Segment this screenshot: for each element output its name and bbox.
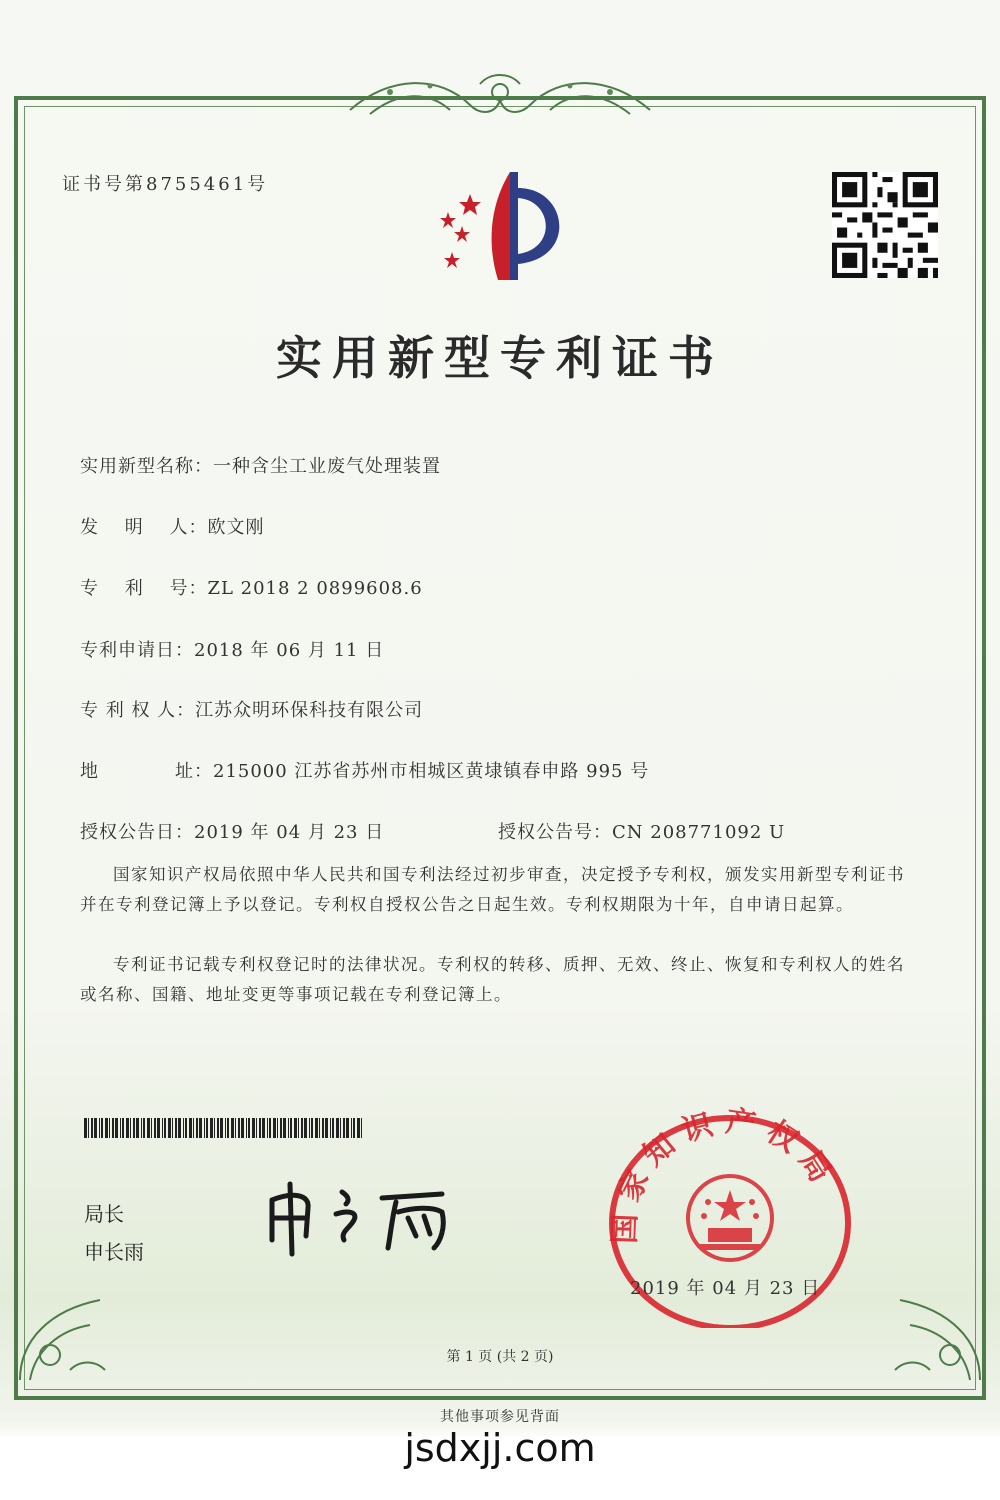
field-label: 专 利 号： <box>80 578 208 599</box>
field-value: CN 208771092 U <box>612 822 786 843</box>
page-number: 第 1 页 (共 2 页) <box>446 1349 554 1365</box>
svg-text:国家知识产权局 <box>607 1104 843 1244</box>
field-value: 2018 年 06 月 11 日 <box>194 640 385 661</box>
field-label: 发 明 人： <box>80 517 208 538</box>
field-label: 授权公告号： <box>498 822 612 843</box>
patent-office-emblem-icon <box>418 168 588 288</box>
field-grant-date <box>80 818 384 844</box>
field-value: 江苏众明环保科技有限公司 <box>195 700 424 721</box>
seal-text: 国家知识产权局 <box>607 1103 844 1245</box>
field-utility-model-name <box>80 452 441 478</box>
field-label: 实用新型名称： <box>80 456 213 477</box>
field-grant-number <box>498 818 785 844</box>
field-patent-number <box>80 574 423 600</box>
field-value: 欧文刚 <box>207 517 265 538</box>
field-address <box>80 757 649 783</box>
ornament-corner-left-icon <box>10 1270 120 1390</box>
field-value: 2019 年 04 月 23 日 <box>194 822 385 843</box>
ornament-top-icon <box>330 70 670 130</box>
director-title: 局长 <box>84 1202 124 1226</box>
field-label: 专 利 权 人： <box>80 700 196 721</box>
signature-icon <box>262 1178 502 1258</box>
field-label: 专利申请日： <box>80 640 194 661</box>
field-value: 215000 江苏省苏州市相城区黄埭镇春申路 995 号 <box>213 761 650 782</box>
field-value: ZL 2018 2 0899608.6 <box>207 578 423 599</box>
field-filing-date <box>80 636 384 662</box>
field-value: 一种含尘工业废气处理装置 <box>213 456 441 477</box>
ornament-corner-right-icon <box>880 1270 990 1390</box>
director-name: 申长雨 <box>84 1240 144 1264</box>
watermark-text: jsdxjj.com <box>404 1426 596 1470</box>
certificate-number: 证书号第8755461号 <box>62 174 269 195</box>
barcode-icon <box>84 1118 366 1138</box>
field-patentee <box>80 696 423 722</box>
body-paragraph-2: 专利证书记载专利权登记时的法律状况。专利权的转移、质押、无效、终止、恢复和专利权人的姓名或名称、国籍、地址变更等事项记载在专利登记簿上。 <box>80 955 905 1004</box>
seal-date: 2019 年 04 月 23 日 <box>630 1278 821 1299</box>
field-inventor <box>80 513 264 539</box>
body-paragraph-1: 国家知识产权局依照中华人民共和国专利法经过初步审查，决定授予专利权，颁发实用新型专利证书并在专利登记簿上予以登记。专利权自授权公告之日起生效。专利权期限为十年，自申请日起算。 <box>80 865 905 914</box>
back-note: 其他事项参见背面 <box>440 1409 560 1425</box>
certificate-title: 实用新型专利证书 <box>276 331 724 385</box>
field-label: 授权公告日： <box>80 822 194 843</box>
qr-code-icon <box>832 172 938 278</box>
field-label: 地 址： <box>80 761 213 782</box>
